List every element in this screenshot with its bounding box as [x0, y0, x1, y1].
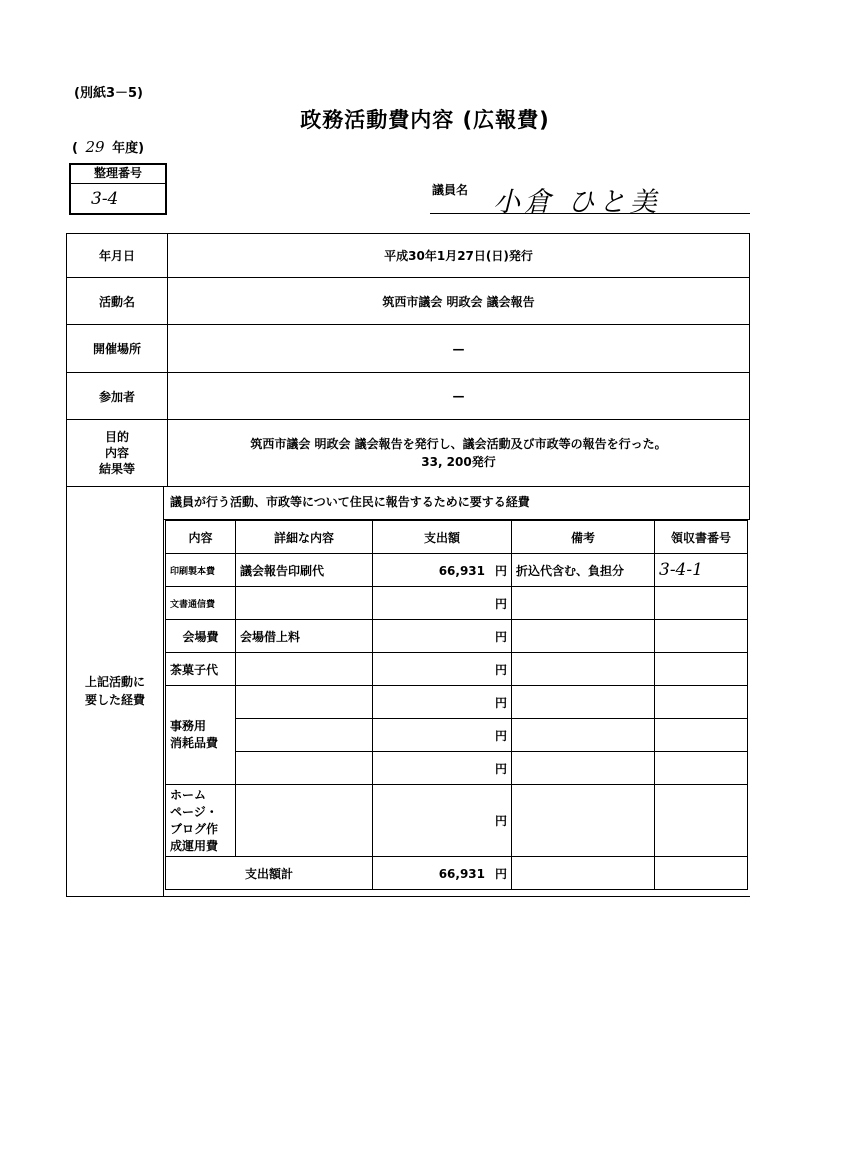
- col-detail: 詳細な内容: [236, 521, 373, 554]
- note-venue: [512, 620, 655, 653]
- table-row: [166, 620, 748, 653]
- receipt-refreshments: [655, 653, 748, 686]
- row-purpose: [67, 420, 750, 487]
- table-row: [166, 752, 748, 785]
- expenses-section-label-line: 上記活動に: [84, 675, 145, 689]
- activity-value: 筑西市議会 明政会 議会報告: [168, 278, 750, 325]
- receipt-office-3: [655, 752, 748, 785]
- total-row: [166, 857, 748, 890]
- yen-unit: 円: [494, 695, 507, 710]
- expenses-table: [165, 520, 748, 890]
- participants-value: —: [168, 373, 750, 420]
- amount-cell: [373, 587, 512, 620]
- category-printing: 印刷製本費: [166, 554, 236, 587]
- row-venue: [67, 325, 750, 373]
- activity-table: [66, 233, 750, 487]
- note-office-1: [512, 686, 655, 719]
- note-homepage: [512, 785, 655, 857]
- amount-cell: [373, 752, 512, 785]
- receipt-office-2: [655, 719, 748, 752]
- total-note: [512, 857, 655, 890]
- homepage-line: ページ・: [170, 804, 218, 819]
- purpose-label-line: 内容: [104, 446, 129, 460]
- homepage-line: ブログ作: [170, 821, 219, 836]
- amount-cell: [373, 857, 512, 890]
- expenses-section-label: [66, 486, 164, 897]
- col-amount: 支出額: [373, 521, 512, 554]
- amount-cell: [373, 620, 512, 653]
- detail-office-2: [236, 719, 373, 752]
- note-office-3: [512, 752, 655, 785]
- member-signature: 小倉 ひと美: [493, 187, 661, 218]
- note-office-2: [512, 719, 655, 752]
- participants-label: 参加者: [67, 373, 168, 420]
- note-printing: 折込代含む、負担分: [512, 554, 655, 587]
- table-row: [166, 686, 748, 719]
- purpose-value-line: 筑西市議会 明政会 議会報告を発行し、議会活動及び市政等の報告を行った。: [250, 437, 667, 451]
- col-note: 備考: [512, 521, 655, 554]
- yen-unit: 円: [494, 629, 507, 644]
- yen-unit: 円: [494, 866, 507, 881]
- col-category: 内容: [166, 521, 236, 554]
- total-amount: 66,931: [438, 866, 485, 881]
- detail-refreshments: [236, 653, 373, 686]
- category-refreshments: 茶菓子代: [166, 653, 236, 686]
- receipt-communication: [655, 587, 748, 620]
- member-name-label: 議員名: [432, 183, 469, 197]
- venue-value: —: [168, 325, 750, 373]
- total-receipt: [655, 857, 748, 890]
- table-row: [166, 554, 748, 587]
- purpose-label-line: 目的: [104, 430, 129, 444]
- homepage-line: 成運用費: [170, 838, 219, 853]
- table-row: [166, 653, 748, 686]
- fiscal-year-open: (: [72, 141, 78, 156]
- amount-cell: [373, 785, 512, 857]
- date-label: 年月日: [67, 234, 168, 278]
- office-supplies-line: 事務用: [170, 719, 207, 733]
- receipt-office-1: [655, 686, 748, 719]
- table-row: [166, 785, 748, 857]
- amount-cell: [373, 719, 512, 752]
- yen-unit: 円: [494, 814, 507, 828]
- receipt-homepage: [655, 785, 748, 857]
- amount-printing: 66,931: [438, 563, 485, 578]
- detail-communication: [236, 587, 373, 620]
- detail-office-3: [236, 752, 373, 785]
- category-office-supplies: [166, 686, 236, 785]
- yen-unit: 円: [494, 728, 507, 743]
- category-homepage: [166, 785, 236, 857]
- reference-number-box: [69, 163, 167, 215]
- activity-label: 活動名: [67, 278, 168, 325]
- row-date: [67, 234, 750, 278]
- page-title: 政務活動費内容 (広報費): [300, 108, 550, 132]
- expenses-section-label-line: 要した経費: [84, 693, 145, 707]
- purpose-value-line: 33, 200発行: [421, 455, 496, 469]
- yen-unit: 円: [494, 761, 507, 776]
- amount-cell: [373, 686, 512, 719]
- yen-unit: 円: [494, 563, 507, 578]
- appendix-label: (別紙3－5): [74, 86, 143, 101]
- amount-cell: [373, 554, 512, 587]
- table-row: [166, 719, 748, 752]
- category-communication: 文書通信費: [166, 587, 236, 620]
- reference-number-label: 整理番号: [71, 165, 165, 184]
- expenses-header-note: 議員が行う活動、市政等について住民に報告するために要する経費: [164, 486, 750, 520]
- receipt-printing: 3-4-1: [655, 554, 748, 587]
- category-venue: 会場費: [166, 620, 236, 653]
- signature-line: [430, 213, 750, 214]
- yen-unit: 円: [494, 662, 507, 677]
- purpose-label-line: 結果等: [98, 462, 135, 476]
- note-communication: [512, 587, 655, 620]
- office-supplies-line: 消耗品費: [170, 736, 219, 750]
- detail-venue: 会場借上料: [236, 620, 373, 653]
- amount-cell: [373, 653, 512, 686]
- venue-label: 開催場所: [67, 325, 168, 373]
- total-label: 支出額計: [166, 857, 373, 890]
- date-value: 平成30年1月27日(日)発行: [168, 234, 750, 278]
- row-activity: [67, 278, 750, 325]
- table-bottom-border: [66, 896, 750, 897]
- expenses-column-headers: [166, 521, 748, 554]
- fiscal-year-handwritten: 29: [85, 138, 105, 156]
- reference-number-value: 3-4: [91, 189, 119, 209]
- note-refreshments: [512, 653, 655, 686]
- detail-homepage: [236, 785, 373, 857]
- detail-printing: 議会報告印刷代: [236, 554, 373, 587]
- detail-office-1: [236, 686, 373, 719]
- fiscal-year-suffix: 年度): [112, 141, 145, 156]
- col-receipt: 領収書番号: [655, 521, 748, 554]
- homepage-line: ホーム: [170, 787, 207, 802]
- row-participants: [67, 373, 750, 420]
- fiscal-year: [72, 137, 144, 156]
- purpose-value: [168, 420, 750, 487]
- receipt-venue: [655, 620, 748, 653]
- yen-unit: 円: [494, 596, 507, 611]
- table-row: [166, 587, 748, 620]
- purpose-label: [67, 420, 168, 487]
